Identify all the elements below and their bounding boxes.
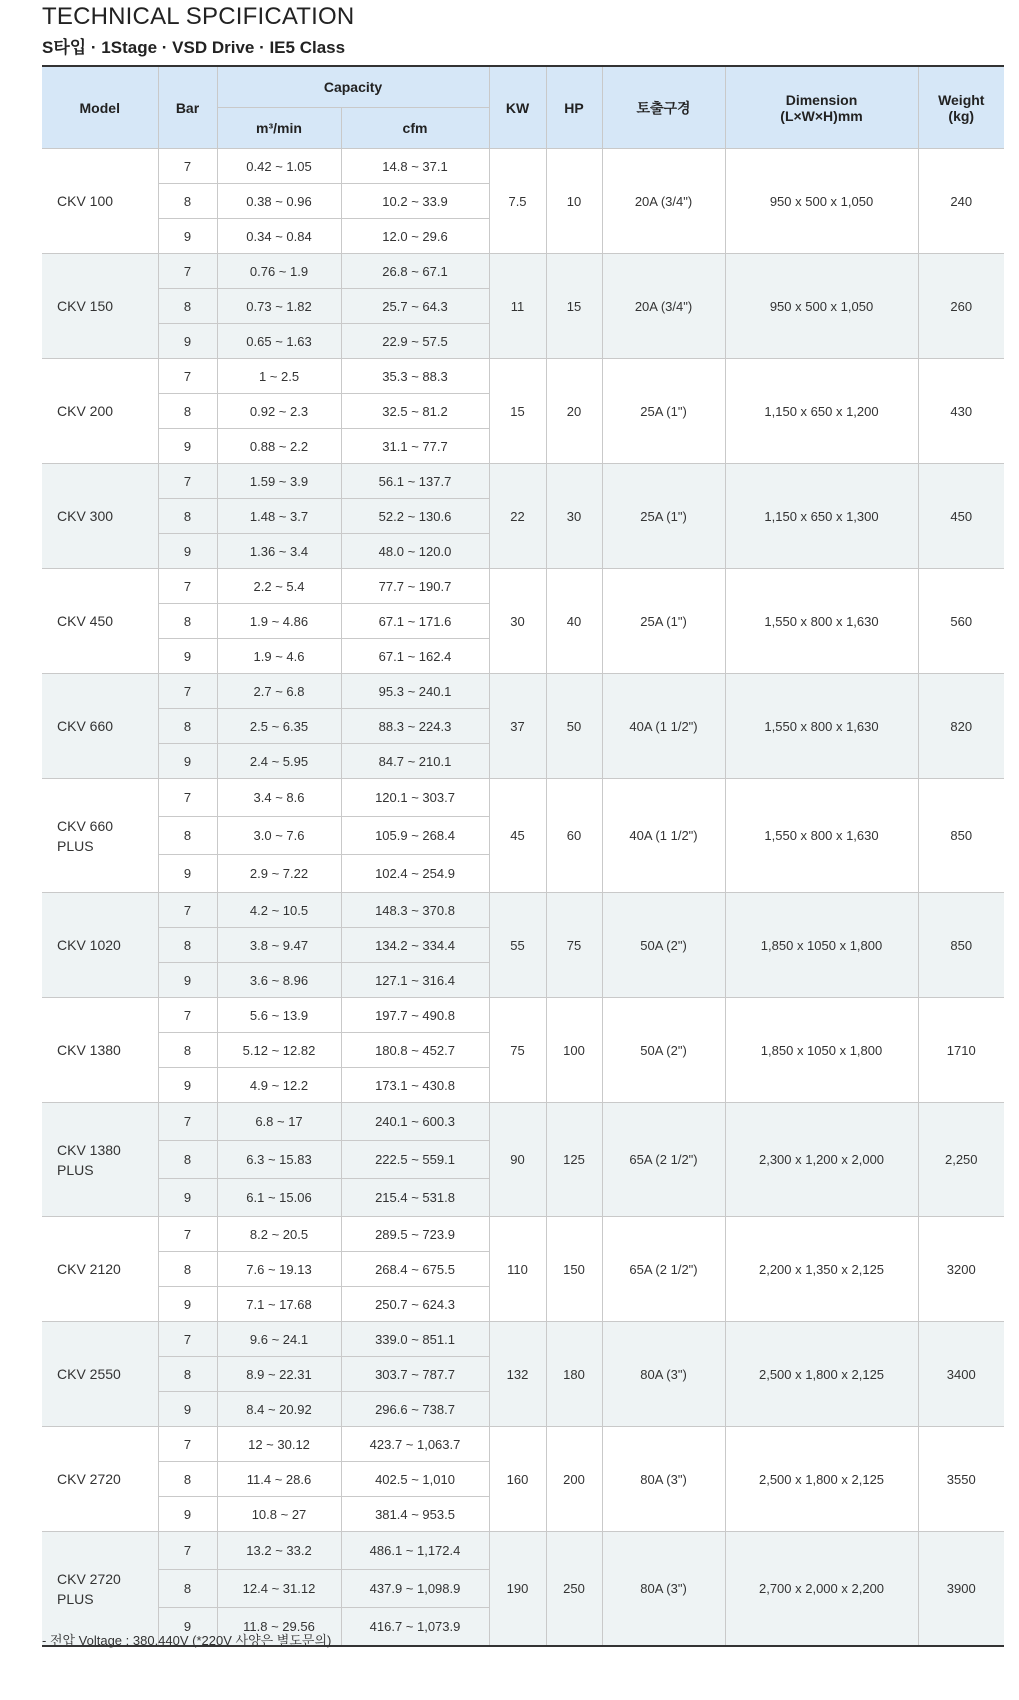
cell-m3min: 7.6 ~ 19.13 (217, 1252, 341, 1287)
table-row (42, 359, 1004, 394)
cell-bar: 8 (158, 289, 217, 324)
cell-cfm: 250.7 ~ 624.3 (341, 1287, 489, 1322)
cell-bar: 7 (158, 893, 217, 928)
header-hp: HP (546, 66, 602, 149)
cell-bar: 7 (158, 149, 217, 184)
cell-weight: 260 (918, 254, 1004, 359)
cell-cfm: 222.5 ~ 559.1 (341, 1141, 489, 1179)
cell-model (42, 779, 158, 893)
cell-bar: 9 (158, 534, 217, 569)
cell-outlet: 50A (2") (602, 998, 725, 1103)
cell-m3min: 8.9 ~ 22.31 (217, 1357, 341, 1392)
cell-dimension: 950 x 500 x 1,050 (725, 254, 918, 359)
cell-m3min: 6.8 ~ 17 (217, 1103, 341, 1141)
cell-m3min: 12 ~ 30.12 (217, 1427, 341, 1462)
cell-cfm: 423.7 ~ 1,063.7 (341, 1427, 489, 1462)
table-row (42, 674, 1004, 709)
model-name-line: CKV 1380 (57, 1042, 121, 1058)
model-name-line: PLUS (57, 1590, 94, 1607)
cell-hp: 75 (546, 893, 602, 998)
cell-cfm: 105.9 ~ 268.4 (341, 817, 489, 855)
cell-m3min: 2.5 ~ 6.35 (217, 709, 341, 744)
cell-model (42, 1322, 158, 1427)
cell-bar: 7 (158, 1322, 217, 1357)
cell-kw: 75 (489, 998, 546, 1103)
cell-outlet: 50A (2") (602, 893, 725, 998)
cell-bar: 9 (158, 429, 217, 464)
header-kw: KW (489, 66, 546, 149)
cell-weight: 3550 (918, 1427, 1004, 1532)
cell-m3min: 10.8 ~ 27 (217, 1497, 341, 1532)
cell-cfm: 95.3 ~ 240.1 (341, 674, 489, 709)
cell-weight: 450 (918, 464, 1004, 569)
cell-model (42, 1532, 158, 1647)
cell-kw: 22 (489, 464, 546, 569)
model-name-line: CKV 1380 (57, 1141, 121, 1158)
cell-dimension: 2,500 x 1,800 x 2,125 (725, 1322, 918, 1427)
cell-weight: 430 (918, 359, 1004, 464)
cell-dimension: 1,550 x 800 x 1,630 (725, 779, 918, 893)
cell-outlet: 25A (1") (602, 569, 725, 674)
spec-table (42, 65, 1004, 1647)
cell-model (42, 1103, 158, 1217)
cell-kw: 7.5 (489, 149, 546, 254)
cell-hp: 20 (546, 359, 602, 464)
cell-bar: 8 (158, 817, 217, 855)
cell-m3min: 2.4 ~ 5.95 (217, 744, 341, 779)
header-weight-line1: Weight (938, 91, 985, 108)
model-name-line: PLUS (57, 1161, 94, 1178)
cell-bar: 7 (158, 779, 217, 817)
cell-model (42, 1427, 158, 1532)
cell-cfm: 14.8 ~ 37.1 (341, 149, 489, 184)
footnote: - 전압 Voltage : 380,440V (*220V 사양은 별도문의) (42, 1633, 332, 1648)
cell-bar: 8 (158, 499, 217, 534)
model-group (42, 1427, 1004, 1532)
header-m3min: m³/min (217, 108, 341, 149)
cell-cfm: 486.1 ~ 1,172.4 (341, 1532, 489, 1570)
page-subtitle: S타입 · 1Stage · VSD Drive · IE5 Class (42, 38, 346, 57)
cell-weight: 850 (918, 893, 1004, 998)
cell-cfm: 120.1 ~ 303.7 (341, 779, 489, 817)
model-group (42, 1322, 1004, 1427)
cell-m3min: 1.36 ~ 3.4 (217, 534, 341, 569)
model-name-line: CKV 150 (57, 298, 114, 314)
header-dimension-line2: (L×W×H)mm (780, 107, 863, 124)
table-row (42, 1427, 1004, 1462)
cell-m3min: 4.2 ~ 10.5 (217, 893, 341, 928)
header-capacity: Capacity (217, 66, 489, 108)
cell-hp: 150 (546, 1217, 602, 1322)
cell-bar: 7 (158, 998, 217, 1033)
cell-outlet: 80A (3") (602, 1532, 725, 1647)
cell-cfm: 381.4 ~ 953.5 (341, 1497, 489, 1532)
model-name-line: CKV 100 (57, 193, 114, 209)
cell-m3min: 1.48 ~ 3.7 (217, 499, 341, 534)
cell-outlet: 20A (3/4") (602, 149, 725, 254)
cell-cfm: 67.1 ~ 162.4 (341, 639, 489, 674)
cell-dimension: 1,550 x 800 x 1,630 (725, 674, 918, 779)
cell-m3min: 0.76 ~ 1.9 (217, 254, 341, 289)
cell-bar: 7 (158, 254, 217, 289)
cell-cfm: 173.1 ~ 430.8 (341, 1068, 489, 1103)
cell-cfm: 88.3 ~ 224.3 (341, 709, 489, 744)
cell-cfm: 197.7 ~ 490.8 (341, 998, 489, 1033)
cell-cfm: 437.9 ~ 1,098.9 (341, 1570, 489, 1608)
header-outlet: 토출구경 (602, 66, 725, 149)
cell-outlet: 65A (2 1/2") (602, 1217, 725, 1322)
cell-m3min: 2.7 ~ 6.8 (217, 674, 341, 709)
cell-cfm: 416.7 ~ 1,073.9 (341, 1608, 489, 1647)
cell-m3min: 3.8 ~ 9.47 (217, 928, 341, 963)
model-group (42, 1217, 1004, 1322)
header-model: Model (42, 66, 158, 149)
table-row (42, 893, 1004, 928)
table-row (42, 779, 1004, 817)
model-group (42, 149, 1004, 254)
cell-m3min: 0.38 ~ 0.96 (217, 184, 341, 219)
cell-outlet: 80A (3") (602, 1427, 725, 1532)
cell-dimension: 2,700 x 2,000 x 2,200 (725, 1532, 918, 1647)
header-cfm: cfm (341, 108, 489, 149)
cell-m3min: 8.4 ~ 20.92 (217, 1392, 341, 1427)
model-group (42, 1532, 1004, 1647)
cell-weight: 2,250 (918, 1103, 1004, 1217)
cell-model (42, 1217, 158, 1322)
cell-model (42, 149, 158, 254)
cell-cfm: 48.0 ~ 120.0 (341, 534, 489, 569)
cell-cfm: 102.4 ~ 254.9 (341, 855, 489, 893)
cell-model (42, 998, 158, 1103)
cell-bar: 8 (158, 1570, 217, 1608)
cell-bar: 8 (158, 709, 217, 744)
cell-model (42, 464, 158, 569)
cell-hp: 40 (546, 569, 602, 674)
table-row (42, 998, 1004, 1033)
cell-cfm: 67.1 ~ 171.6 (341, 604, 489, 639)
cell-cfm: 77.7 ~ 190.7 (341, 569, 489, 604)
cell-kw: 55 (489, 893, 546, 998)
cell-m3min: 4.9 ~ 12.2 (217, 1068, 341, 1103)
cell-bar: 9 (158, 1608, 217, 1647)
cell-m3min: 11.4 ~ 28.6 (217, 1462, 341, 1497)
model-group (42, 464, 1004, 569)
cell-bar: 9 (158, 1392, 217, 1427)
cell-m3min: 13.2 ~ 33.2 (217, 1532, 341, 1570)
cell-bar: 7 (158, 464, 217, 499)
cell-model (42, 674, 158, 779)
cell-m3min: 1.9 ~ 4.6 (217, 639, 341, 674)
cell-m3min: 12.4 ~ 31.12 (217, 1570, 341, 1608)
cell-bar: 7 (158, 1427, 217, 1462)
cell-bar: 9 (158, 1287, 217, 1322)
cell-cfm: 12.0 ~ 29.6 (341, 219, 489, 254)
table-row (42, 1217, 1004, 1252)
model-group (42, 359, 1004, 464)
cell-model (42, 893, 158, 998)
cell-bar: 9 (158, 963, 217, 998)
cell-dimension: 2,200 x 1,350 x 2,125 (725, 1217, 918, 1322)
cell-cfm: 35.3 ~ 88.3 (341, 359, 489, 394)
model-group (42, 893, 1004, 998)
cell-cfm: 127.1 ~ 316.4 (341, 963, 489, 998)
model-name-line: CKV 300 (57, 508, 114, 524)
table-header (42, 66, 1004, 149)
header-bar: Bar (158, 66, 217, 149)
cell-cfm: 240.1 ~ 600.3 (341, 1103, 489, 1141)
cell-bar: 9 (158, 1497, 217, 1532)
cell-weight: 1710 (918, 998, 1004, 1103)
model-name-line: CKV 660 (57, 817, 114, 834)
cell-m3min: 0.34 ~ 0.84 (217, 219, 341, 254)
model-name-line: CKV 660 (57, 718, 114, 734)
cell-m3min: 7.1 ~ 17.68 (217, 1287, 341, 1322)
cell-model (42, 254, 158, 359)
cell-m3min: 3.0 ~ 7.6 (217, 817, 341, 855)
cell-cfm: 32.5 ~ 81.2 (341, 394, 489, 429)
header-weight-line2: (kg) (948, 107, 975, 124)
cell-cfm: 296.6 ~ 738.7 (341, 1392, 489, 1427)
header-weight (918, 66, 1004, 149)
header-dimension (725, 66, 918, 149)
cell-kw: 190 (489, 1532, 546, 1647)
cell-bar: 9 (158, 324, 217, 359)
cell-bar: 9 (158, 1179, 217, 1217)
model-group (42, 674, 1004, 779)
cell-cfm: 215.4 ~ 531.8 (341, 1179, 489, 1217)
model-group (42, 254, 1004, 359)
cell-outlet: 80A (3") (602, 1322, 725, 1427)
cell-bar: 8 (158, 1357, 217, 1392)
header-dimension-line1: Dimension (785, 91, 858, 108)
cell-cfm: 22.9 ~ 57.5 (341, 324, 489, 359)
cell-hp: 100 (546, 998, 602, 1103)
cell-dimension: 1,150 x 650 x 1,300 (725, 464, 918, 569)
table-row (42, 1103, 1004, 1141)
cell-m3min: 1.9 ~ 4.86 (217, 604, 341, 639)
cell-bar: 7 (158, 569, 217, 604)
cell-bar: 8 (158, 1033, 217, 1068)
cell-m3min: 0.73 ~ 1.82 (217, 289, 341, 324)
cell-cfm: 180.8 ~ 452.7 (341, 1033, 489, 1068)
cell-kw: 110 (489, 1217, 546, 1322)
cell-m3min: 11.8 ~ 29.56 (217, 1608, 341, 1647)
cell-bar: 7 (158, 1217, 217, 1252)
model-group (42, 779, 1004, 893)
cell-dimension: 2,300 x 1,200 x 2,000 (725, 1103, 918, 1217)
cell-dimension: 1,150 x 650 x 1,200 (725, 359, 918, 464)
model-name-line: CKV 2550 (57, 1366, 121, 1382)
cell-bar: 9 (158, 1068, 217, 1103)
model-name-line: CKV 2720 (57, 1570, 121, 1587)
cell-m3min: 2.9 ~ 7.22 (217, 855, 341, 893)
model-group (42, 998, 1004, 1103)
table-row (42, 1322, 1004, 1357)
cell-dimension: 2,500 x 1,800 x 2,125 (725, 1427, 918, 1532)
cell-bar: 9 (158, 639, 217, 674)
table-row (42, 1532, 1004, 1570)
cell-weight: 560 (918, 569, 1004, 674)
cell-cfm: 339.0 ~ 851.1 (341, 1322, 489, 1357)
cell-m3min: 1.59 ~ 3.9 (217, 464, 341, 499)
cell-bar: 7 (158, 1532, 217, 1570)
model-name-line: CKV 200 (57, 403, 114, 419)
model-name-line: CKV 2720 (57, 1471, 121, 1487)
cell-dimension: 950 x 500 x 1,050 (725, 149, 918, 254)
cell-cfm: 84.7 ~ 210.1 (341, 744, 489, 779)
table-row (42, 569, 1004, 604)
cell-weight: 820 (918, 674, 1004, 779)
cell-outlet: 65A (2 1/2") (602, 1103, 725, 1217)
cell-hp: 50 (546, 674, 602, 779)
cell-bar: 8 (158, 1141, 217, 1179)
cell-bar: 7 (158, 359, 217, 394)
cell-bar: 8 (158, 604, 217, 639)
cell-hp: 30 (546, 464, 602, 569)
cell-hp: 200 (546, 1427, 602, 1532)
cell-m3min: 0.92 ~ 2.3 (217, 394, 341, 429)
cell-weight: 3400 (918, 1322, 1004, 1427)
cell-kw: 160 (489, 1427, 546, 1532)
cell-outlet: 20A (3/4") (602, 254, 725, 359)
cell-m3min: 0.65 ~ 1.63 (217, 324, 341, 359)
cell-cfm: 134.2 ~ 334.4 (341, 928, 489, 963)
cell-hp: 10 (546, 149, 602, 254)
cell-bar: 8 (158, 1252, 217, 1287)
cell-outlet: 25A (1") (602, 359, 725, 464)
cell-m3min: 6.3 ~ 15.83 (217, 1141, 341, 1179)
model-name-line: CKV 2120 (57, 1261, 121, 1277)
cell-cfm: 10.2 ~ 33.9 (341, 184, 489, 219)
cell-kw: 30 (489, 569, 546, 674)
table-row (42, 254, 1004, 289)
cell-kw: 90 (489, 1103, 546, 1217)
cell-m3min: 5.12 ~ 12.82 (217, 1033, 341, 1068)
cell-m3min: 5.6 ~ 13.9 (217, 998, 341, 1033)
cell-m3min: 0.42 ~ 1.05 (217, 149, 341, 184)
cell-hp: 125 (546, 1103, 602, 1217)
cell-kw: 11 (489, 254, 546, 359)
cell-m3min: 1 ~ 2.5 (217, 359, 341, 394)
cell-m3min: 8.2 ~ 20.5 (217, 1217, 341, 1252)
cell-cfm: 56.1 ~ 137.7 (341, 464, 489, 499)
cell-hp: 250 (546, 1532, 602, 1647)
cell-weight: 3200 (918, 1217, 1004, 1322)
cell-outlet: 40A (1 1/2") (602, 779, 725, 893)
cell-bar: 7 (158, 674, 217, 709)
cell-model (42, 359, 158, 464)
table-row (42, 464, 1004, 499)
cell-cfm: 148.3 ~ 370.8 (341, 893, 489, 928)
model-group (42, 569, 1004, 674)
cell-dimension: 1,850 x 1050 x 1,800 (725, 893, 918, 998)
cell-hp: 15 (546, 254, 602, 359)
cell-m3min: 3.4 ~ 8.6 (217, 779, 341, 817)
cell-dimension: 1,850 x 1050 x 1,800 (725, 998, 918, 1103)
cell-bar: 7 (158, 1103, 217, 1141)
cell-m3min: 3.6 ~ 8.96 (217, 963, 341, 998)
cell-outlet: 25A (1") (602, 464, 725, 569)
cell-hp: 60 (546, 779, 602, 893)
cell-dimension: 1,550 x 800 x 1,630 (725, 569, 918, 674)
cell-weight: 240 (918, 149, 1004, 254)
cell-bar: 8 (158, 394, 217, 429)
cell-cfm: 25.7 ~ 64.3 (341, 289, 489, 324)
cell-bar: 9 (158, 744, 217, 779)
model-name-line: PLUS (57, 837, 94, 854)
cell-cfm: 31.1 ~ 77.7 (341, 429, 489, 464)
table-row (42, 149, 1004, 184)
model-name-line: CKV 450 (57, 613, 114, 629)
cell-m3min: 6.1 ~ 15.06 (217, 1179, 341, 1217)
cell-cfm: 26.8 ~ 67.1 (341, 254, 489, 289)
cell-bar: 8 (158, 184, 217, 219)
cell-cfm: 303.7 ~ 787.7 (341, 1357, 489, 1392)
cell-bar: 9 (158, 855, 217, 893)
cell-weight: 850 (918, 779, 1004, 893)
cell-weight: 3900 (918, 1532, 1004, 1647)
cell-kw: 45 (489, 779, 546, 893)
cell-cfm: 52.2 ~ 130.6 (341, 499, 489, 534)
cell-model (42, 569, 158, 674)
cell-m3min: 9.6 ~ 24.1 (217, 1322, 341, 1357)
cell-cfm: 402.5 ~ 1,010 (341, 1462, 489, 1497)
cell-bar: 8 (158, 1462, 217, 1497)
cell-kw: 15 (489, 359, 546, 464)
page-title: TECHNICAL SPCIFICATION (42, 3, 355, 30)
cell-kw: 132 (489, 1322, 546, 1427)
cell-bar: 8 (158, 928, 217, 963)
model-group (42, 1103, 1004, 1217)
cell-kw: 37 (489, 674, 546, 779)
cell-cfm: 268.4 ~ 675.5 (341, 1252, 489, 1287)
spec-section (42, 0, 1004, 1648)
cell-m3min: 0.88 ~ 2.2 (217, 429, 341, 464)
cell-hp: 180 (546, 1322, 602, 1427)
cell-cfm: 289.5 ~ 723.9 (341, 1217, 489, 1252)
cell-bar: 9 (158, 219, 217, 254)
cell-m3min: 2.2 ~ 5.4 (217, 569, 341, 604)
cell-outlet: 40A (1 1/2") (602, 674, 725, 779)
model-name-line: CKV 1020 (57, 937, 121, 953)
